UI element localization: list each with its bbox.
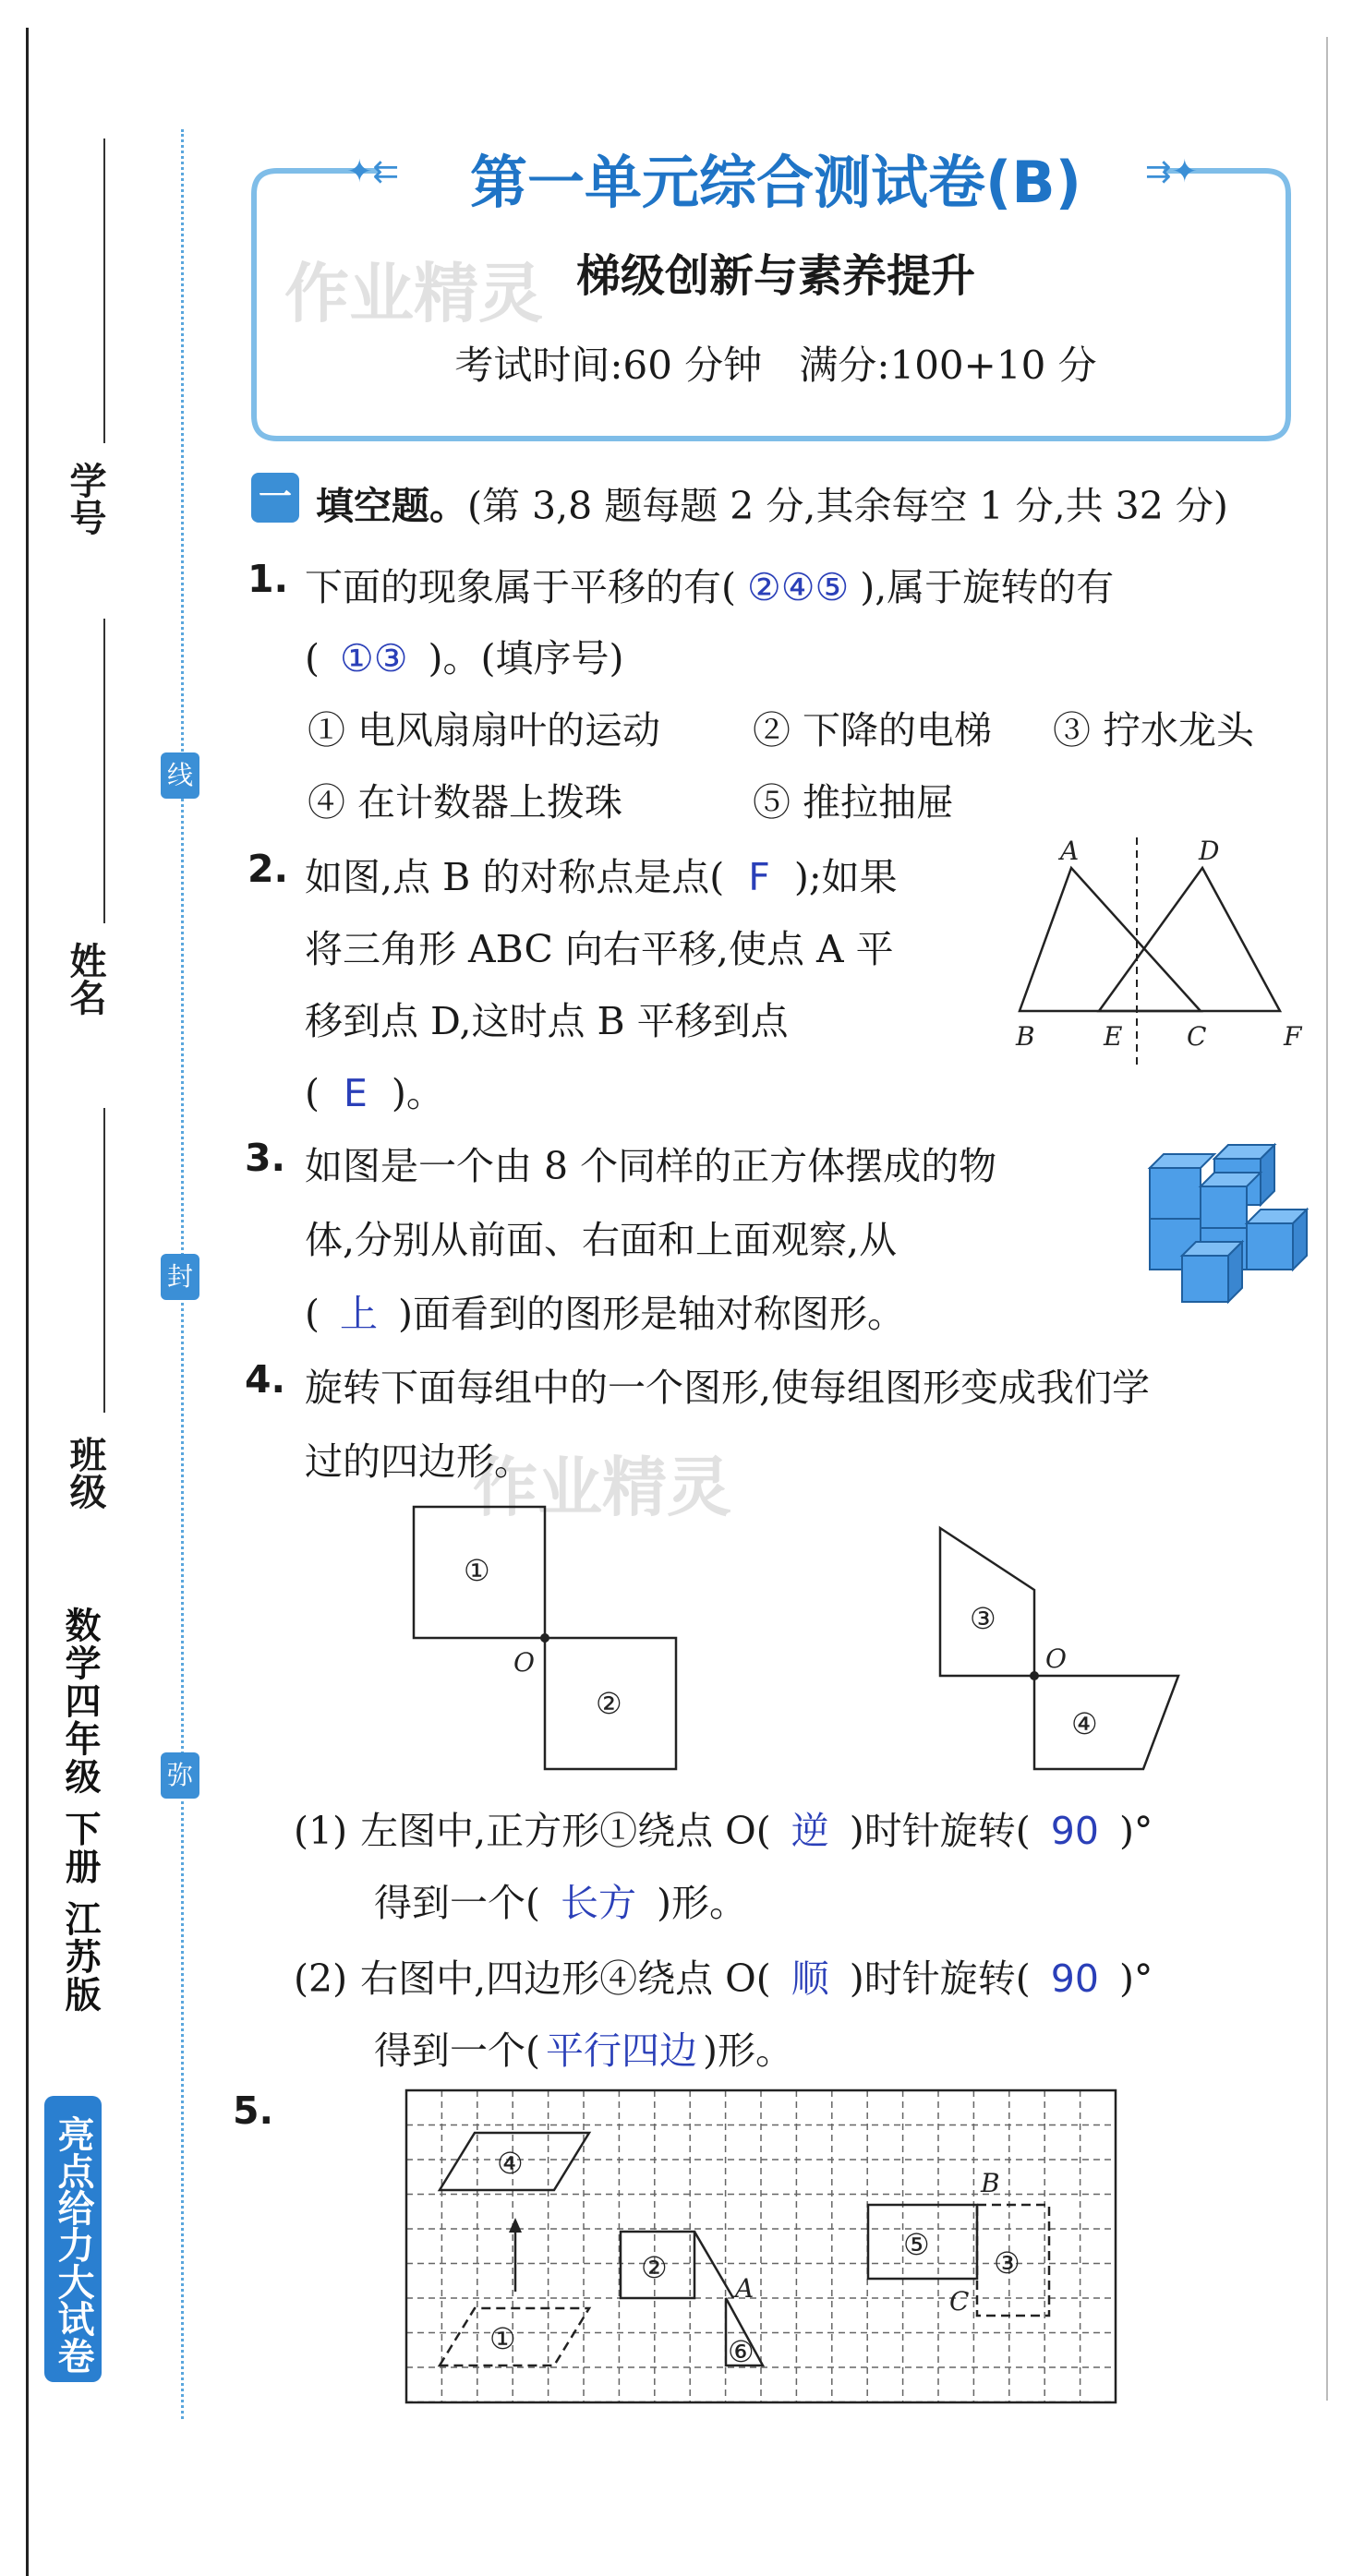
q3-cube-figure <box>1145 1131 1316 1316</box>
q1-answer-1: ②④⑤ <box>747 565 850 609</box>
watermark: 作业精灵 <box>284 256 543 331</box>
label-E: E <box>1104 1021 1123 1052</box>
q2-answer-2: E <box>344 1071 368 1115</box>
svg-text:⇉✦: ⇉✦ <box>1145 153 1198 190</box>
label-C: C <box>1187 1021 1207 1052</box>
q2-answer-1: F <box>748 855 770 899</box>
svg-text:①: ① <box>489 2321 516 2356</box>
svg-text:④: ④ <box>1071 1706 1098 1741</box>
right-edge-line <box>1326 37 1328 2401</box>
q4-sub2-line2: 得到一个( 平行四边 )形。 <box>374 2028 793 2073</box>
q4-line2: 过的四边形。 <box>305 1439 532 1484</box>
svg-text:④: ④ <box>497 2146 524 2181</box>
q3-number: 3. <box>245 1136 286 1180</box>
q1-option-4: ④ 在计数器上拨珠 <box>308 780 623 825</box>
q4-number: 4. <box>245 1357 286 1402</box>
watermark-2: 作业精灵 <box>473 1450 731 1525</box>
q1-option-5: ⑤ 推拉抽屉 <box>753 780 955 825</box>
svg-text:A: A <box>735 2273 754 2304</box>
q3-line3: ( 上 )面看到的图形是轴对称图形。 <box>305 1292 905 1336</box>
q4-sub1-answer-1: 逆 <box>791 1809 829 1853</box>
svg-text:③: ③ <box>970 1601 996 1636</box>
q4-sub1-answer-3: 长方 <box>561 1881 636 1925</box>
svg-text:⑥: ⑥ <box>728 2334 754 2369</box>
svg-text:O: O <box>513 1647 535 1678</box>
q2-line2: 将三角形 ABC 向右平移,使点 A 平 <box>305 927 894 971</box>
q3-line2: 体,分别从前面、右面和上面观察,从 <box>305 1218 898 1262</box>
q4-sub2-answer-2: 90 <box>1050 1956 1099 2001</box>
q1-option-1: ① 电风扇扇叶的运动 <box>308 708 661 752</box>
q2-line3: 移到点 D,这时点 B 平移到点 <box>305 999 789 1043</box>
label-F: F <box>1284 1021 1302 1052</box>
q1-answer-2: ①③ <box>340 636 408 680</box>
book-edition: 数学四年级 下册 江苏版 <box>59 1607 101 2015</box>
label-A: A <box>1060 836 1080 866</box>
svg-text:B: B <box>981 2168 1000 2198</box>
label-B: B <box>1016 1021 1035 1052</box>
student-id-label: 学号 <box>64 462 106 536</box>
q2-line4: ( E )。 <box>305 1071 444 1115</box>
q1-option-3: ③ 拧水龙头 <box>1053 708 1255 752</box>
book-brand: 亮点给力大试卷 <box>44 2096 102 2382</box>
section-note: (第 3,8 题每题 2 分,其余每空 1 分,共 32 分) <box>467 484 1228 528</box>
label-D: D <box>1199 836 1220 866</box>
svg-text:①: ① <box>464 1553 490 1588</box>
seal-line-badge: 线 <box>161 752 199 799</box>
q1-number: 1. <box>247 557 289 601</box>
exam-info: 考试时间:60 分钟 满分:100+10 分 <box>454 343 1097 388</box>
q4-sub1-line2: 得到一个( 长方 )形。 <box>374 1881 747 1925</box>
q1-line1: 下面的现象属于平移的有( ②④⑤ ),属于旋转的有 <box>305 565 1115 609</box>
q2-line1: 如图,点 B 的对称点是点( F );如果 <box>305 855 898 899</box>
section-title: 填空题。 <box>316 484 467 528</box>
svg-text:C: C <box>949 2286 970 2317</box>
svg-text:②: ② <box>641 2250 668 2285</box>
q3-answer: 上 <box>340 1292 378 1336</box>
q4-sub2-line1: (2) 右图中,四边形④绕点 O( 顺 )时针旋转( 90 )° <box>294 1956 1153 2001</box>
seal-seal-badge: 封 <box>161 1254 199 1300</box>
page-edge-line <box>26 28 29 2576</box>
seal-secret-badge: 弥 <box>161 1752 199 1799</box>
q2-triangle-figure <box>1007 826 1321 1066</box>
svg-text:O: O <box>1045 1643 1067 1674</box>
svg-text:③: ③ <box>994 2245 1020 2281</box>
q2-number: 2. <box>247 847 289 891</box>
q4-line1: 旋转下面每组中的一个图形,使每组图形变成我们学 <box>305 1366 1151 1410</box>
page-subtitle: 梯级创新与素养提升 <box>575 250 975 302</box>
q5-grid-figure <box>404 2088 1121 2406</box>
class-line <box>103 1108 105 1413</box>
q4-sub1-answer-2: 90 <box>1050 1809 1099 1853</box>
section-badge: 一 <box>251 473 299 523</box>
class-label: 班级 <box>64 1436 106 1510</box>
name-label: 姓名 <box>64 942 106 1016</box>
q1-line2: ( ①③ )。(填序号) <box>305 636 624 680</box>
svg-text:②: ② <box>596 1686 622 1721</box>
q4-sub2-answer-3: 平行四边 <box>546 2028 697 2073</box>
student-id-line <box>103 138 105 443</box>
name-line <box>103 619 105 923</box>
page-title: 第一单元综合测试卷(B) <box>470 149 1081 216</box>
q4-sub1-line1: (1) 左图中,正方形①绕点 O( 逆 )时针旋转( 90 )° <box>294 1809 1153 1853</box>
q4-figures <box>397 1496 1210 1782</box>
q3-line1: 如图是一个由 8 个同样的正方体摆成的物 <box>305 1144 997 1188</box>
svg-text:✦⇇: ✦⇇ <box>346 153 399 190</box>
q1-option-2: ② 下降的电梯 <box>753 708 993 752</box>
svg-text:⑤: ⑤ <box>903 2227 930 2262</box>
q5-number: 5. <box>233 2088 274 2133</box>
q4-sub2-answer-1: 顺 <box>791 1956 829 2001</box>
